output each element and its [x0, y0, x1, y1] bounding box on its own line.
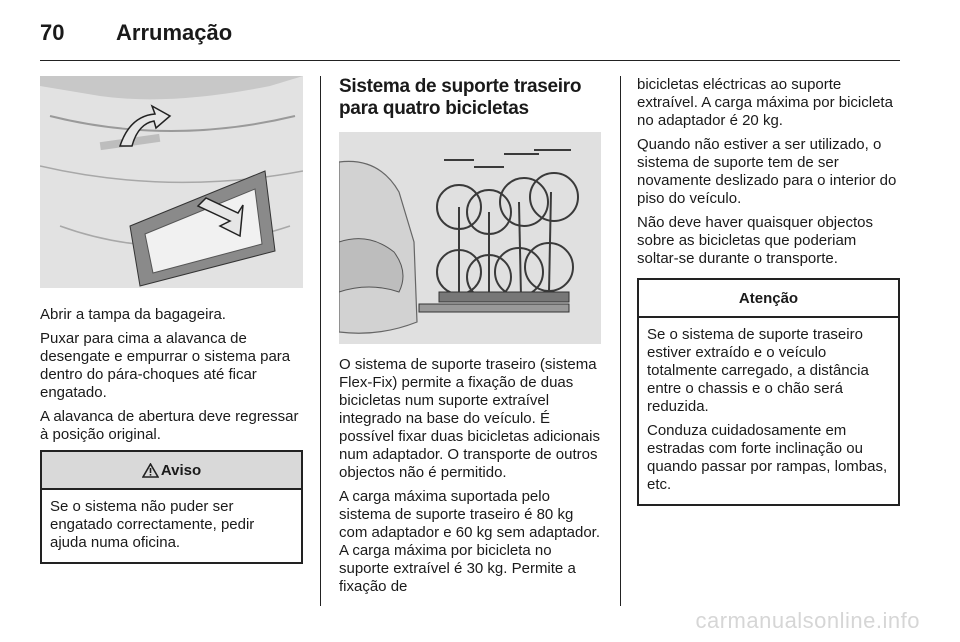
column-divider	[320, 76, 321, 606]
caution-text: Se o sistema de suporte traseiro estiver extraído e o veículo totalmente carregado, a distância entre o chassis e o chão será reduzida.	[647, 326, 869, 415]
warning-text: Se o sistema não puder ser engatado correctamente, pedir ajuda numa oficina.	[50, 498, 255, 551]
figure-bike-carrier-retract	[40, 76, 303, 288]
caution-text: Conduza cuidadosamente em estradas com forte inclinação ou quando passar por rampas, lombas, etc.	[647, 422, 888, 493]
paragraph: Puxar para cima a alavanca de desengate e empurrar o sistema para dentro do pára-choques até ficar engatado.	[40, 330, 291, 401]
caution-title: Atenção	[738, 289, 799, 307]
warning-box	[40, 450, 303, 564]
warning-triangle-icon	[142, 463, 159, 478]
chapter-title: Arrumação	[116, 20, 233, 45]
four-bicycles-illustration	[339, 132, 601, 344]
figure-four-bicycles-carrier	[339, 132, 601, 344]
paragraph: Quando não estiver a ser utilizado, o sistema de suporte tem de ser novamente deslizado para o interior do piso do veículo.	[637, 136, 897, 207]
watermark: carmanualsonline.info	[695, 608, 920, 633]
header-rule	[40, 60, 900, 61]
page-number: 70	[40, 20, 65, 45]
bike-carrier-retract-illustration	[40, 76, 303, 288]
column-left	[40, 76, 303, 564]
page-header	[40, 14, 920, 54]
paragraph: Abrir a tampa da bagageira.	[40, 306, 226, 323]
paragraph: bicicletas eléctricas ao suporte extraível. A carga máxima por bicicleta no adaptador é 20 kg.	[637, 76, 893, 129]
paragraph: Não deve haver quaisquer objectos sobre as bicicletas que poderiam soltar-se durante o transporte.	[637, 214, 873, 267]
caution-box	[637, 278, 900, 506]
column-middle	[339, 76, 601, 602]
column-right	[637, 76, 900, 506]
caution-box-header	[639, 280, 898, 318]
section-title: Sistema de suporte traseiro para quatro bicicletas	[339, 76, 582, 119]
caution-box-body	[639, 318, 898, 504]
paragraph: A alavanca de abertura deve regressar à posição original.	[40, 408, 299, 443]
paragraph: A carga máxima suportada pelo sistema de suporte traseiro é 80 kg com adaptador e 60 kg sem adaptador. A carga máxima por bicicleta no suporte extraível é 30 kg. Permite a fixação de	[339, 488, 601, 595]
warning-title: Aviso	[160, 461, 202, 479]
warning-box-body	[42, 490, 301, 562]
paragraph: O sistema de suporte traseiro (sistema Flex-Fix) permite a fixação de duas bicicletas num suporte extraível integrado na base do veículo. É possível fixar duas bicicletas adicionais num adaptador. O transporte de outros objectos não é permitido.	[339, 356, 600, 481]
column-divider	[620, 76, 621, 606]
warning-box-header	[42, 452, 301, 490]
